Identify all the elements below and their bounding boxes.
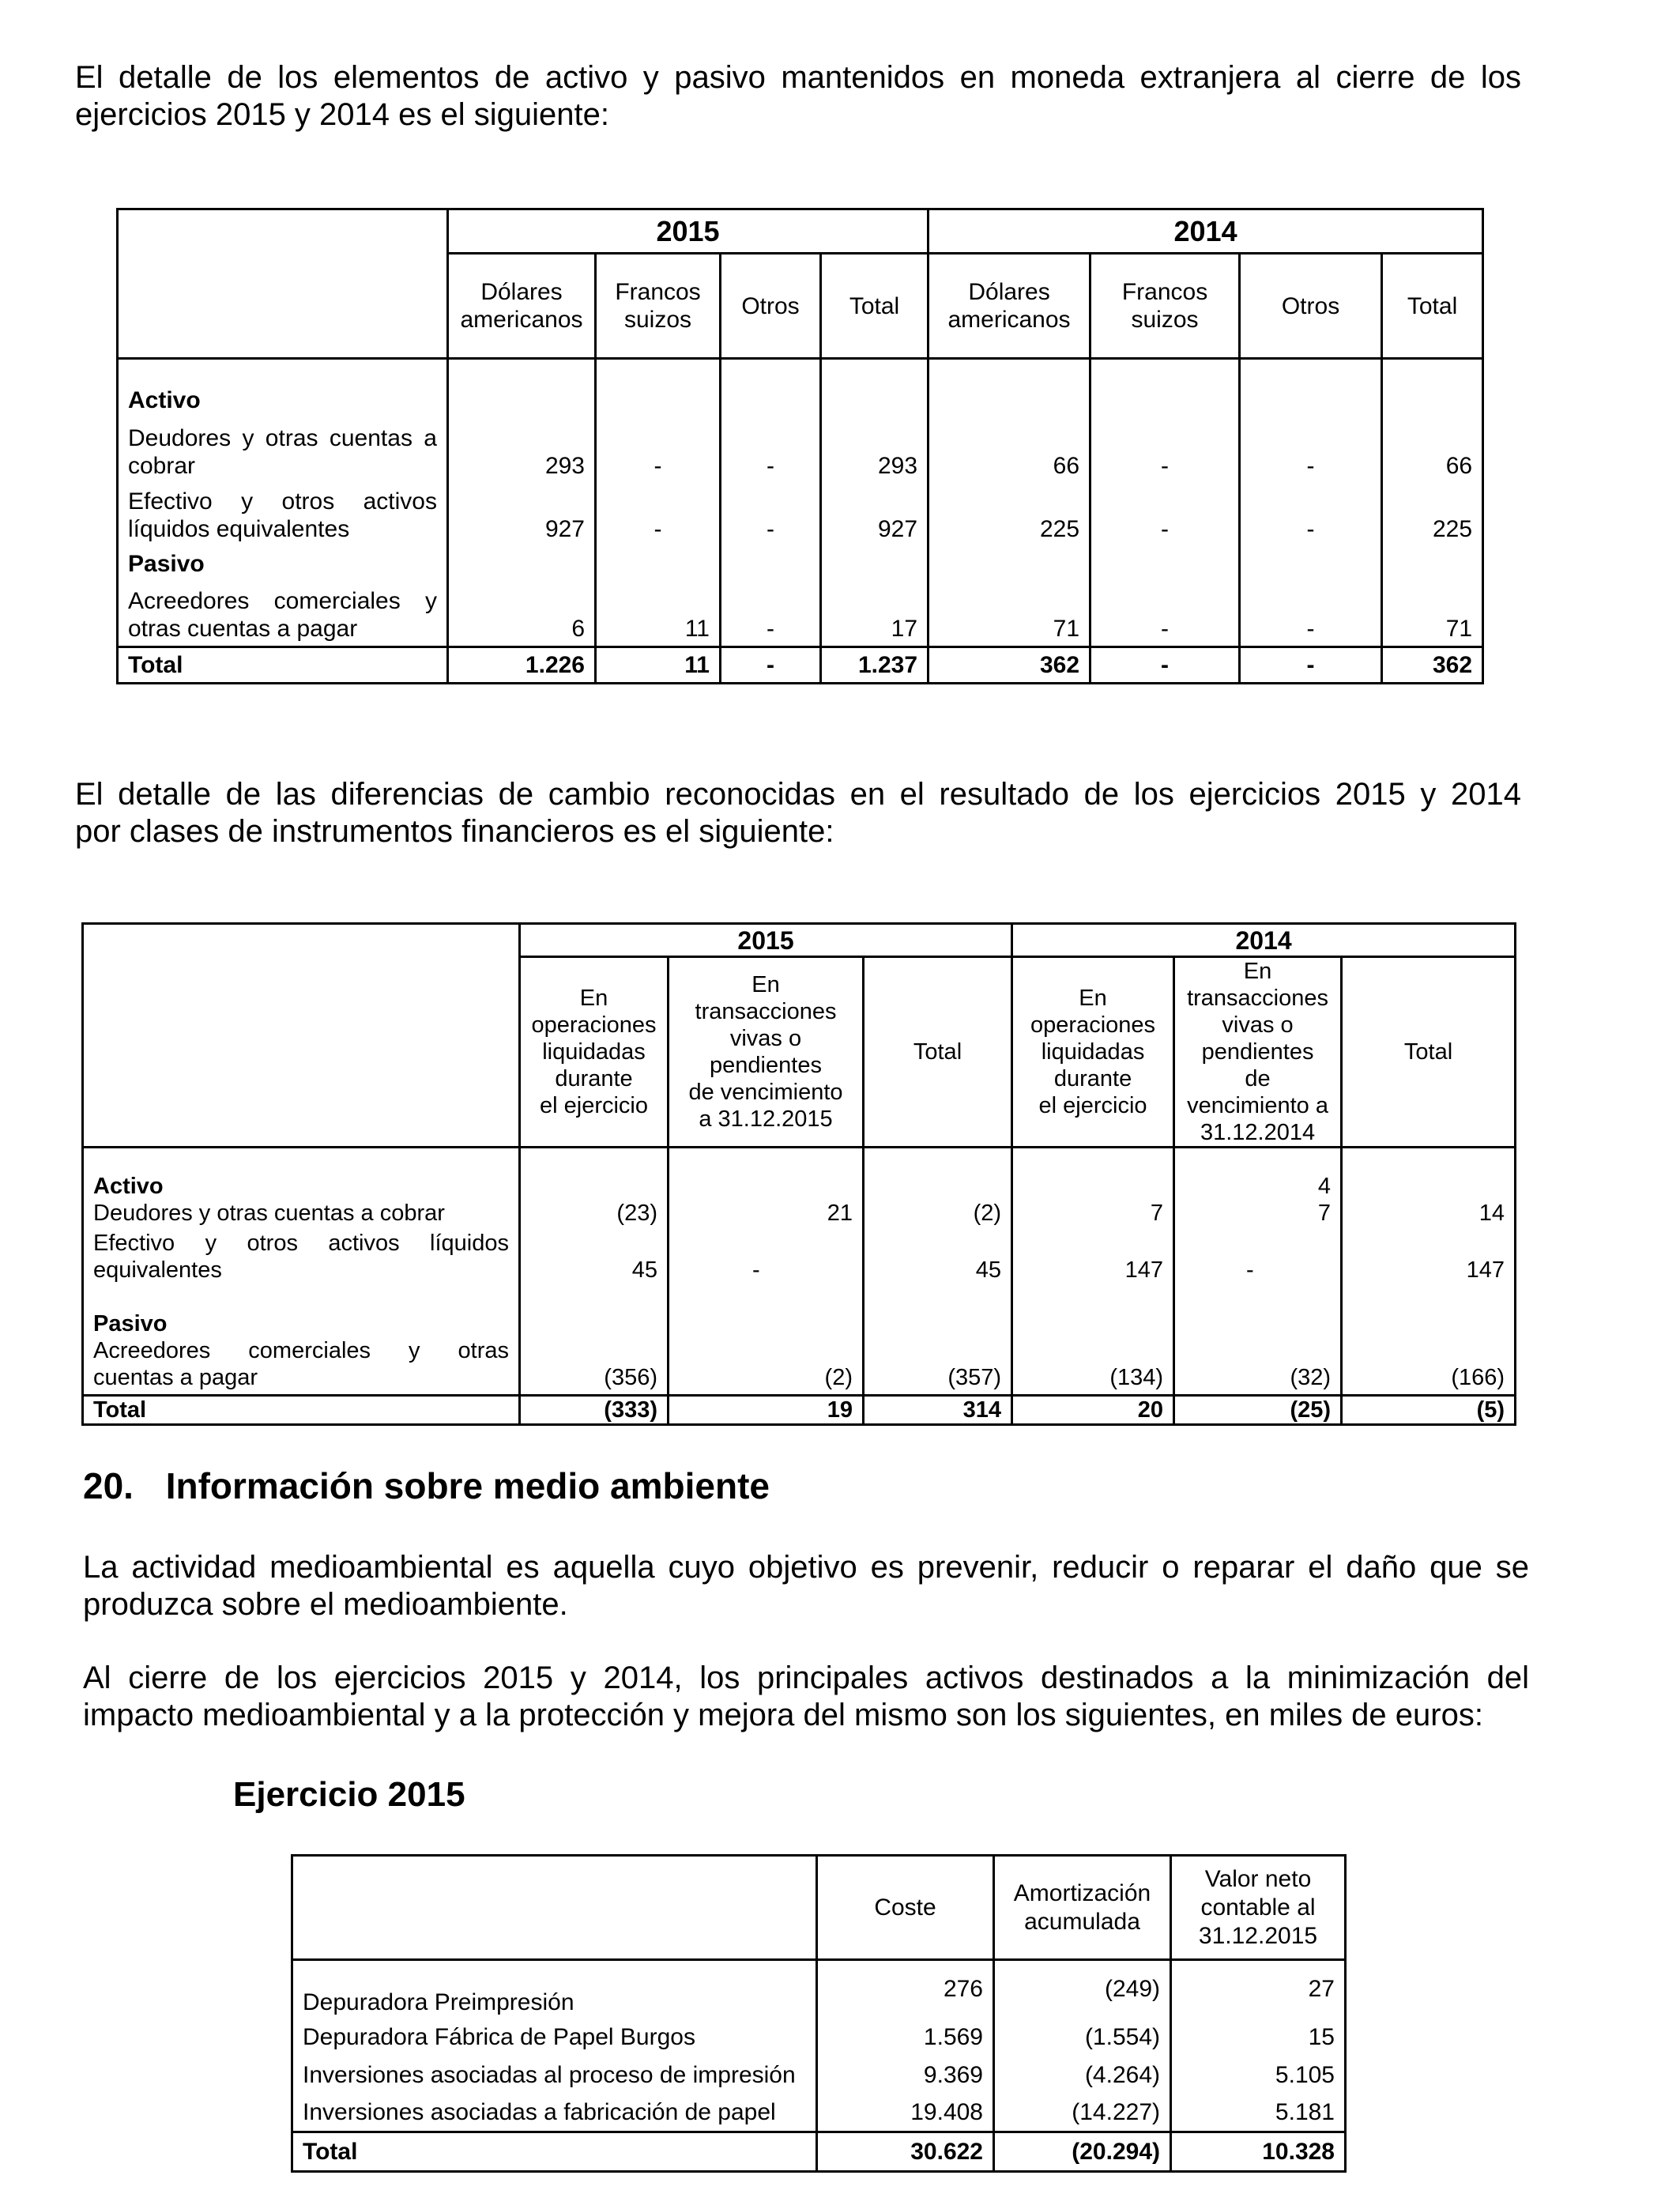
paragraph-line: impacto medioambiental y a la protección y mejora del mismo son los siguientes, en miles de euros: <box>83 1698 1483 1732</box>
table-cell: 225 <box>929 483 1090 546</box>
table-cell: (14.227) <box>994 2094 1171 2132</box>
total-cell: 19 <box>669 1396 864 1425</box>
table-cell: - <box>1090 417 1240 483</box>
table-cell: 5.105 <box>1171 2056 1346 2094</box>
row-label: Inversiones asociadas a fabricación de papel <box>292 2094 817 2132</box>
table-cell: 927 <box>448 483 596 546</box>
table-cell: 293 <box>448 417 596 483</box>
column-header: En operaciones liquidadas durante el ejercicio <box>1012 957 1174 1148</box>
table-cell: 27 <box>1171 1960 1346 2019</box>
exchange-differences-table <box>81 922 1516 1426</box>
table-cell: (2) <box>669 1287 864 1396</box>
total-label: Total <box>292 2132 817 2172</box>
table-cell: 225 <box>1382 483 1483 546</box>
paragraph-line: por clases de instrumentos financieros es el siguiente: <box>75 814 834 849</box>
total-cell: - <box>1090 647 1240 684</box>
row-label: Inversiones asociadas al proceso de impresión <box>292 2056 817 2094</box>
total-cell: 11 <box>596 647 721 684</box>
year-header-2015: 2015 <box>448 209 929 254</box>
total-cell: 362 <box>929 647 1090 684</box>
row-label: Efectivo y otros activos líquidos equivalentes <box>118 483 448 546</box>
table-cell: 1.569 <box>817 2019 994 2056</box>
table-cell: - <box>721 483 821 546</box>
table-cell: 293 <box>821 417 929 483</box>
total-cell: 314 <box>864 1396 1012 1425</box>
table-cell: - <box>1240 581 1382 647</box>
year-header-2014: 2014 <box>1012 924 1516 957</box>
section-label-activo: Activo <box>118 359 448 417</box>
total-cell: 10.328 <box>1171 2132 1346 2172</box>
table-cell: (357) <box>864 1287 1012 1396</box>
table-cell: 4 7 <box>1174 1148 1342 1230</box>
column-header: Total <box>864 957 1012 1148</box>
table-cell: 147 <box>1342 1230 1516 1287</box>
paragraph-line: ejercicios 2015 y 2014 es el siguiente: <box>75 97 609 132</box>
environment-paragraph-2 <box>83 1660 1529 1734</box>
table-corner <box>83 924 520 1148</box>
table-cell: (1.554) <box>994 2019 1171 2056</box>
year-header-2014: 2014 <box>929 209 1483 254</box>
total-cell: (5) <box>1342 1396 1516 1425</box>
table-cell: 71 <box>1382 581 1483 647</box>
total-label: Total <box>118 647 448 684</box>
table-cell: (166) <box>1342 1287 1516 1396</box>
column-header: Otros <box>721 254 821 359</box>
table-cell: (32) <box>1174 1287 1342 1396</box>
column-header: Valor neto contable al 31.12.2015 <box>1171 1856 1346 1960</box>
table-cell: 45 <box>520 1230 669 1287</box>
table-cell: - <box>721 581 821 647</box>
total-cell: (333) <box>520 1396 669 1425</box>
intro-paragraph-2 <box>75 776 1521 850</box>
table-cell: - <box>596 483 721 546</box>
table-cell: (23) <box>520 1148 669 1230</box>
section-number: 20. <box>83 1465 134 1506</box>
total-label: Total <box>83 1396 520 1425</box>
table-cell: - <box>721 417 821 483</box>
column-header: Dólares americanos <box>929 254 1090 359</box>
table-cell: 927 <box>821 483 929 546</box>
section-title: Información sobre medio ambiente <box>165 1465 770 1506</box>
column-header: Otros <box>1240 254 1382 359</box>
total-cell: 30.622 <box>817 2132 994 2172</box>
row-label: Depuradora Preimpresión <box>292 1960 817 2019</box>
paragraph-line: Al cierre de los ejercicios 2015 y 2014, los principales activos destinados a la minimización del <box>83 1661 1529 1695</box>
column-header: En transacciones vivas o pendientes de vencimiento a 31.12.2015 <box>669 957 864 1148</box>
table-cell: 7 <box>1012 1148 1174 1230</box>
table-cell: 15 <box>1171 2019 1346 2056</box>
column-header: Total <box>821 254 929 359</box>
table-cell: 71 <box>929 581 1090 647</box>
table-cell: 276 <box>817 1960 994 2019</box>
table-cell: - <box>1174 1230 1342 1287</box>
paragraph-line: produzca sobre el medioambiente. <box>83 1587 568 1622</box>
row-label: Efectivo y otros activos líquidos equivalentes <box>83 1230 520 1287</box>
table-cell: 5.181 <box>1171 2094 1346 2132</box>
section-label-pasivo: Pasivo <box>118 546 448 581</box>
column-header: En operaciones liquidadas durante el ejercicio <box>520 957 669 1148</box>
table-cell: (4.264) <box>994 2056 1171 2094</box>
column-header: Dólares americanos <box>448 254 596 359</box>
intro-paragraph-1 <box>75 59 1521 134</box>
column-header: Amortización acumulada <box>994 1856 1171 1960</box>
table-cell: 11 <box>596 581 721 647</box>
table-cell: 17 <box>821 581 929 647</box>
row-label: Acreedores comerciales y otras cuentas a pagar <box>118 581 448 647</box>
table-cell: - <box>1090 581 1240 647</box>
total-cell: 1.237 <box>821 647 929 684</box>
table-cell: - <box>596 417 721 483</box>
table-cell: 14 <box>1342 1148 1516 1230</box>
table-cell: 66 <box>1382 417 1483 483</box>
table-cell: 45 <box>864 1230 1012 1287</box>
total-cell: 20 <box>1012 1396 1174 1425</box>
table-cell: 19.408 <box>817 2094 994 2132</box>
table-cell: 147 <box>1012 1230 1174 1287</box>
total-cell: (25) <box>1174 1396 1342 1425</box>
table-cell: (134) <box>1012 1287 1174 1396</box>
total-cell: 362 <box>1382 647 1483 684</box>
foreign-currency-table <box>116 208 1484 684</box>
total-cell: - <box>721 647 821 684</box>
total-cell: (20.294) <box>994 2132 1171 2172</box>
total-cell: 1.226 <box>448 647 596 684</box>
table-cell: - <box>1240 417 1382 483</box>
column-header: Francos suizos <box>596 254 721 359</box>
table-cell: - <box>1240 483 1382 546</box>
column-header: Total <box>1342 957 1516 1148</box>
row-label: Depuradora Fábrica de Papel Burgos <box>292 2019 817 2056</box>
section-heading <box>83 1465 770 1507</box>
table-cell: - <box>669 1230 864 1287</box>
table-cell: 66 <box>929 417 1090 483</box>
paragraph-line: El detalle de las diferencias de cambio reconocidas en el resultado de los ejercicios 2015 y 2014 <box>75 777 1521 812</box>
paragraph-line: El detalle de los elementos de activo y pasivo mantenidos en moneda extranjera al cierre de los <box>75 60 1521 95</box>
column-header: Francos suizos <box>1090 254 1240 359</box>
row-label: Pasivo Acreedores comerciales y otras cuentas a pagar <box>83 1287 520 1396</box>
column-header: Coste <box>817 1856 994 1960</box>
subheading-ejercicio: Ejercicio 2015 <box>233 1775 465 1814</box>
table-corner <box>292 1856 817 1960</box>
table-cell: (2) <box>864 1148 1012 1230</box>
table-cell: (249) <box>994 1960 1171 2019</box>
environment-paragraph-1 <box>83 1549 1529 1623</box>
column-header: Total <box>1382 254 1483 359</box>
table-cell: 21 <box>669 1148 864 1230</box>
environmental-assets-table <box>291 1854 1347 2173</box>
column-header: En transacciones vivas o pendientes de vencimiento a 31.12.2014 <box>1174 957 1342 1148</box>
table-cell: 9.369 <box>817 2056 994 2094</box>
table-corner <box>118 209 448 359</box>
table-cell: 6 <box>448 581 596 647</box>
row-label: Activo Deudores y otras cuentas a cobrar <box>83 1148 520 1230</box>
table-cell: (356) <box>520 1287 669 1396</box>
year-header-2015: 2015 <box>520 924 1012 957</box>
total-cell: - <box>1240 647 1382 684</box>
table-cell: - <box>1090 483 1240 546</box>
paragraph-line: La actividad medioambiental es aquella cuyo objetivo es prevenir, reducir o reparar el daño que se <box>83 1550 1529 1585</box>
row-label: Deudores y otras cuentas a cobrar <box>118 417 448 483</box>
